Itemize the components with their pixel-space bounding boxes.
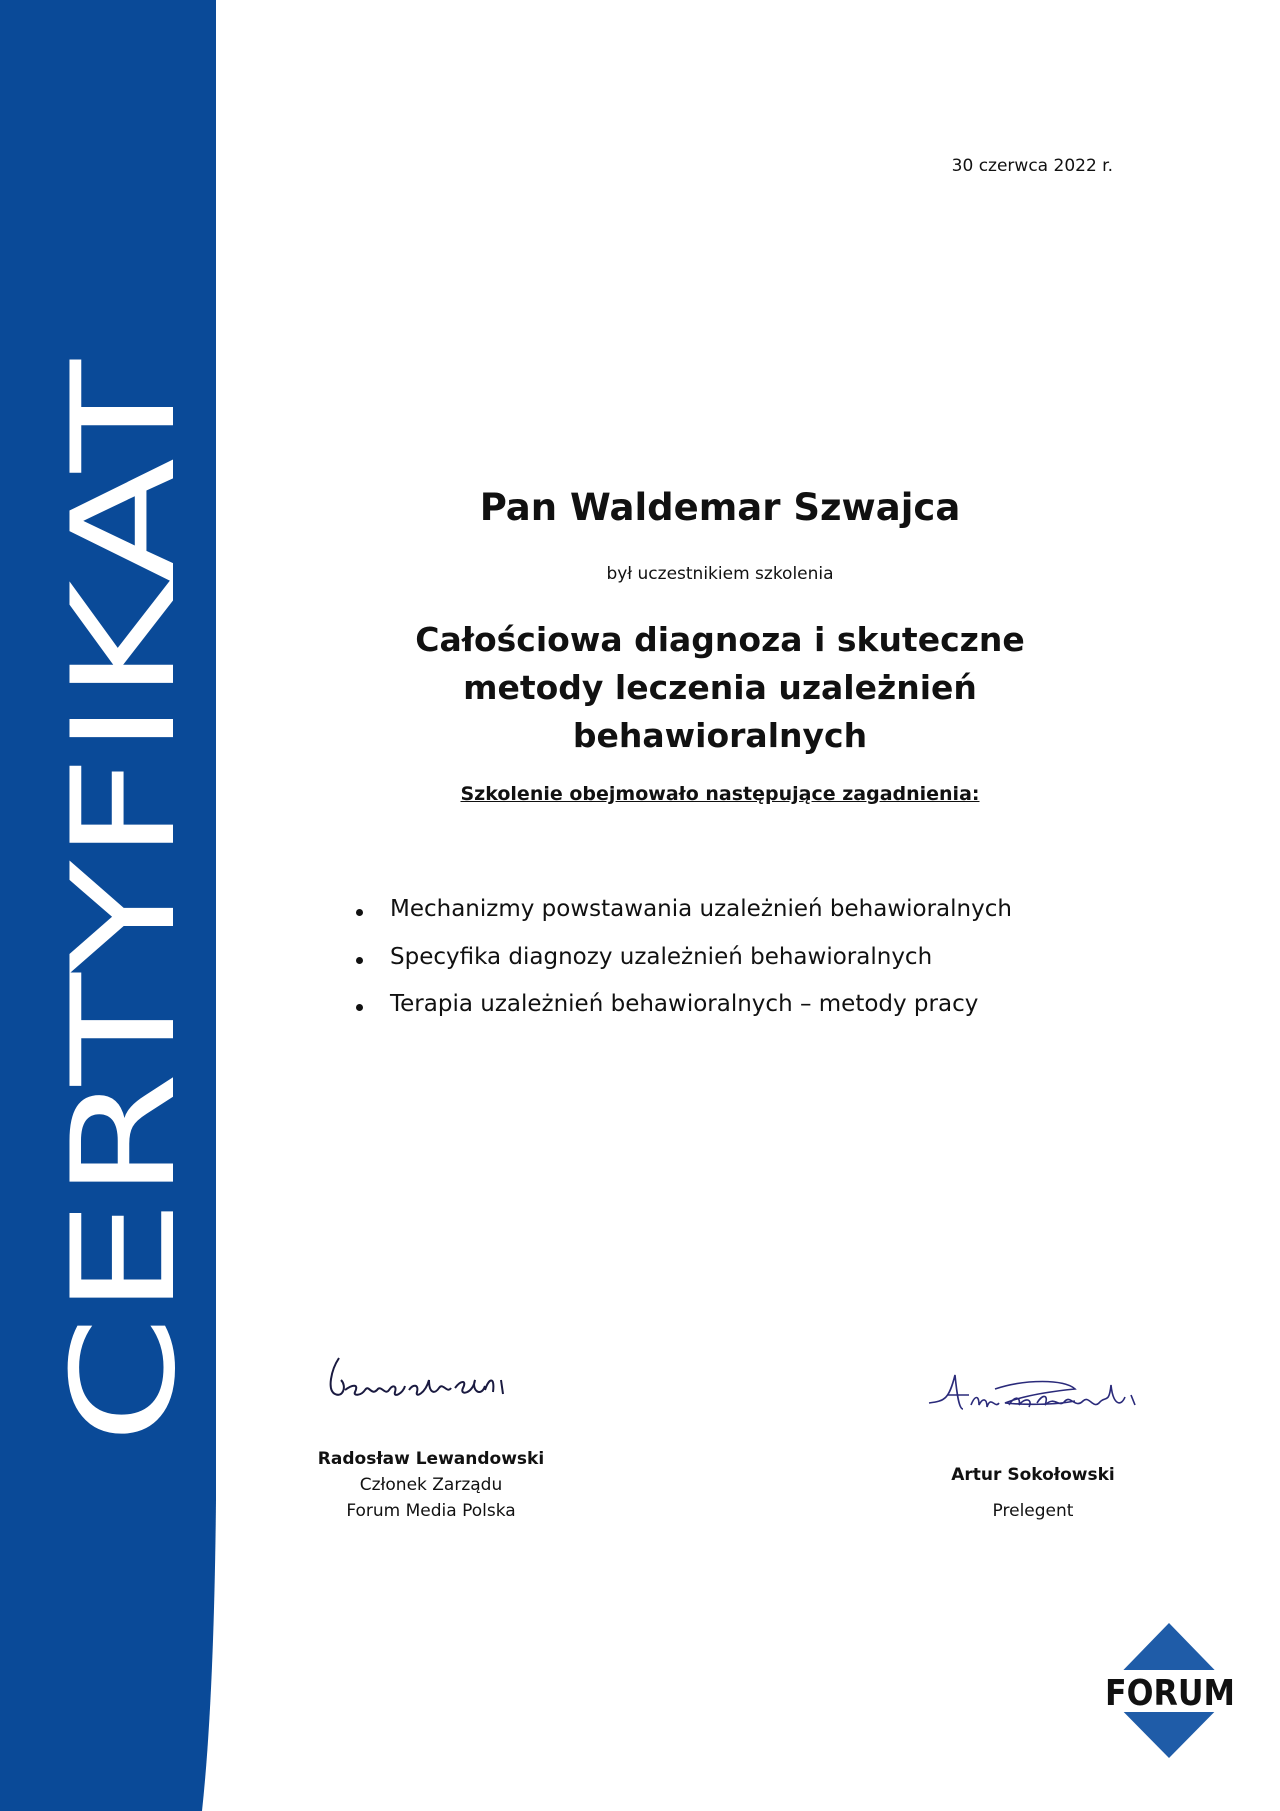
signature-sokolowski xyxy=(925,1365,1150,1425)
bullet-icon xyxy=(356,909,363,916)
topic-text: Mechanizmy powstawania uzależnień behawioralnych xyxy=(390,896,1012,922)
side-band xyxy=(0,0,220,1811)
list-item xyxy=(350,991,1012,1039)
topics-heading: Szkolenie obejmowało następujące zagadnienia: xyxy=(460,783,980,805)
list-item xyxy=(350,944,1012,992)
training-title xyxy=(300,616,1140,760)
recipient-name: Pan Waldemar Szwajca xyxy=(479,486,961,529)
signer-role: Prelegent xyxy=(992,1501,1074,1521)
topic-text: Specyfika diagnozy uzależnień behawioralnych xyxy=(390,943,933,970)
forum-logo xyxy=(1100,1618,1240,1763)
signature-lewandowski xyxy=(325,1350,515,1406)
bullet-icon xyxy=(356,1004,363,1011)
participation-text: był uczestnikiem szkolenia xyxy=(606,564,834,584)
signer-role: Członek Zarządu xyxy=(359,1475,503,1495)
list-item xyxy=(350,896,1012,944)
training-title-line: behawioralnych xyxy=(572,716,868,755)
signer-lewandowski xyxy=(300,1446,562,1524)
topics-list xyxy=(350,896,1012,1039)
training-title-line: Całościowa diagnoza i skuteczne xyxy=(415,620,1025,659)
training-title-line: metody leczenia uzależnień xyxy=(463,668,977,707)
certyfikat-vertical-title: CERTYFIKAT xyxy=(42,606,207,1444)
signer-organization: Forum Media Polska xyxy=(346,1501,516,1521)
signer-name: Artur Sokołowski xyxy=(951,1465,1115,1485)
certificate-date: 30 czerwca 2022 r. xyxy=(951,156,1113,176)
logo-text: FORUM xyxy=(1105,1673,1235,1714)
bullet-icon xyxy=(356,957,363,964)
topic-text: Terapia uzależnień behawioralnych – metody pracy xyxy=(390,991,979,1017)
signer-sokolowski xyxy=(900,1462,1166,1524)
signer-name: Radosław Lewandowski xyxy=(317,1449,545,1469)
